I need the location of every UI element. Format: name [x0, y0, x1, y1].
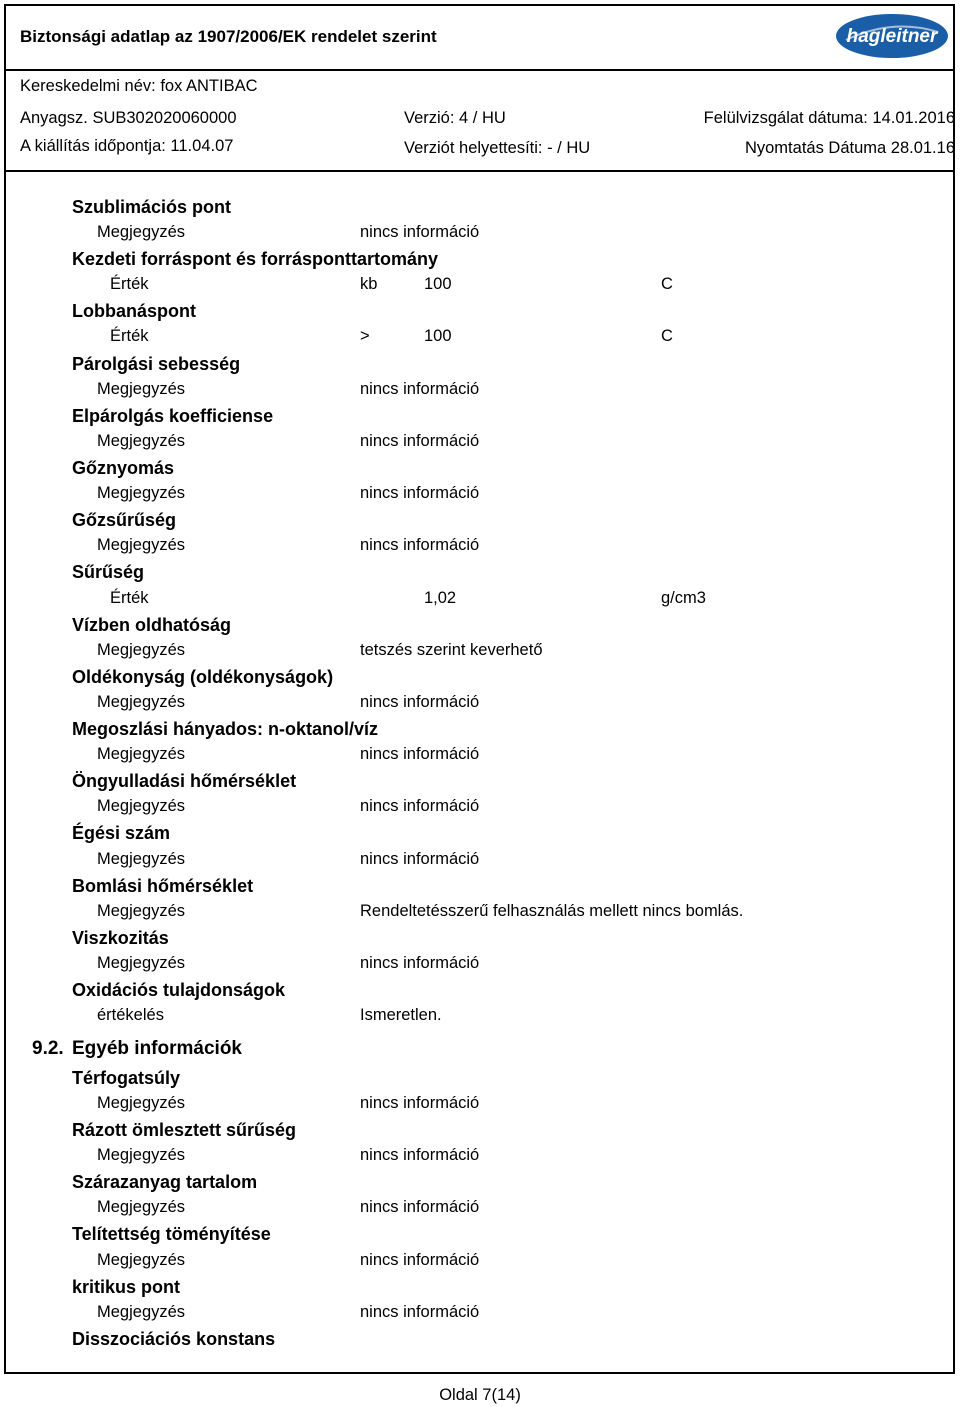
- trade-name: Kereskedelmi név: fox ANTIBAC: [20, 77, 258, 95]
- section-heading: Egyéb információk: [72, 1038, 242, 1059]
- version: Verzió: 4 / HU: [404, 109, 506, 127]
- property-label: Megjegyzés: [97, 432, 186, 450]
- logo-text: hagleitner: [846, 26, 938, 47]
- property-unit: g/cm3: [661, 589, 706, 607]
- property-title: Sűrűség: [72, 562, 145, 582]
- property-value: Ismeretlen.: [360, 1006, 442, 1024]
- property-label: Megjegyzés: [97, 902, 186, 920]
- issue-date: A kiállítás időpontja: 11.04.07: [20, 137, 234, 155]
- property-title: Rázott ömlesztett sűrűség: [72, 1120, 297, 1140]
- header-bottom-divider: [4, 170, 955, 172]
- property-value: nincs információ: [360, 1198, 480, 1216]
- property-value: nincs információ: [360, 797, 480, 815]
- property-unit: C: [661, 275, 673, 293]
- property-title: Disszociációs konstans: [72, 1329, 276, 1349]
- property-title: Öngyulladási hőmérséklet: [72, 771, 297, 791]
- property-value: tetszés szerint keverhető: [360, 641, 543, 659]
- property-label: Megjegyzés: [97, 1094, 186, 1112]
- property-value: nincs információ: [360, 1303, 480, 1321]
- property-value: Rendeltetésszerű felhasználás mellett nincs bomlás.: [360, 902, 744, 920]
- property-qualifier: >: [360, 327, 370, 345]
- property-title: Térfogatsúly: [72, 1068, 181, 1088]
- property-label: Megjegyzés: [97, 223, 186, 241]
- print-date: Nyomtatás Dátuma 28.01.16: [744, 139, 955, 157]
- replaces-version: Verziót helyettesíti: - / HU: [404, 139, 591, 157]
- property-label: Megjegyzés: [97, 380, 186, 398]
- property-value: nincs információ: [360, 223, 480, 241]
- property-value: nincs információ: [360, 484, 480, 502]
- property-label: Megjegyzés: [97, 850, 186, 868]
- property-number: 100: [424, 327, 452, 345]
- property-value: nincs információ: [360, 1251, 480, 1269]
- property-label: Megjegyzés: [97, 1146, 186, 1164]
- property-number: 1,02: [424, 589, 457, 607]
- material-number: Anyagsz. SUB302020060000: [20, 109, 237, 127]
- property-label: Megjegyzés: [97, 641, 186, 659]
- property-label: Érték: [110, 327, 149, 345]
- section-number: 9.2.: [32, 1038, 64, 1059]
- property-unit: C: [661, 327, 673, 345]
- property-title: Oldékonyság (oldékonyságok): [72, 667, 334, 687]
- property-value: nincs információ: [360, 536, 480, 554]
- property-label: Megjegyzés: [97, 745, 186, 763]
- property-label: értékelés: [97, 1006, 164, 1024]
- property-label: Megjegyzés: [97, 693, 186, 711]
- property-title: Vízben oldhatóság: [72, 615, 232, 635]
- property-title: Elpárolgás koefficiense: [72, 406, 274, 426]
- property-label: Megjegyzés: [97, 954, 186, 972]
- property-title: Bomlási hőmérséklet: [72, 876, 254, 896]
- property-value: nincs információ: [360, 693, 480, 711]
- property-title: Telítettség töményítése: [72, 1224, 271, 1244]
- property-title: Lobbanáspont: [72, 301, 196, 321]
- hagleitner-logo: [834, 10, 950, 62]
- property-title: Égési szám: [72, 823, 171, 843]
- property-label: Megjegyzés: [97, 484, 186, 502]
- property-value: nincs információ: [360, 745, 480, 763]
- property-value: nincs információ: [360, 380, 480, 398]
- property-title: Megoszlási hányados: n-oktanol/víz: [72, 719, 379, 739]
- property-number: 100: [424, 275, 452, 293]
- property-title: Kezdeti forráspont és forrásponttartomány: [72, 249, 439, 269]
- property-title: kritikus pont: [72, 1277, 181, 1297]
- property-value: nincs információ: [360, 954, 480, 972]
- property-label: Megjegyzés: [97, 797, 186, 815]
- property-title: Párolgási sebesség: [72, 354, 241, 374]
- property-title: Szárazanyag tartalom: [72, 1172, 258, 1192]
- review-date: Felülvizsgálat dátuma: 14.01.2016: [703, 109, 955, 127]
- property-title: Gőzsűrűség: [72, 510, 177, 530]
- property-label: Megjegyzés: [97, 536, 186, 554]
- header-divider: [4, 69, 955, 71]
- property-value: nincs információ: [360, 432, 480, 450]
- property-title: Gőznyomás: [72, 458, 175, 478]
- property-value: nincs információ: [360, 850, 480, 868]
- property-qualifier: kb: [360, 275, 378, 293]
- property-title: Viszkozitás: [72, 928, 169, 948]
- property-label: Megjegyzés: [97, 1198, 186, 1216]
- property-label: Érték: [110, 589, 149, 607]
- property-value: nincs információ: [360, 1094, 480, 1112]
- page-number: Oldal 7(14): [439, 1386, 521, 1404]
- property-title: Szublimációs pont: [72, 197, 232, 217]
- document-title: Biztonsági adatlap az 1907/2006/EK rendelet szerint: [20, 27, 437, 46]
- property-label: Érték: [110, 275, 149, 293]
- property-value: nincs információ: [360, 1146, 480, 1164]
- property-label: Megjegyzés: [97, 1303, 186, 1321]
- property-label: Megjegyzés: [97, 1251, 186, 1269]
- property-title: Oxidációs tulajdonságok: [72, 980, 286, 1000]
